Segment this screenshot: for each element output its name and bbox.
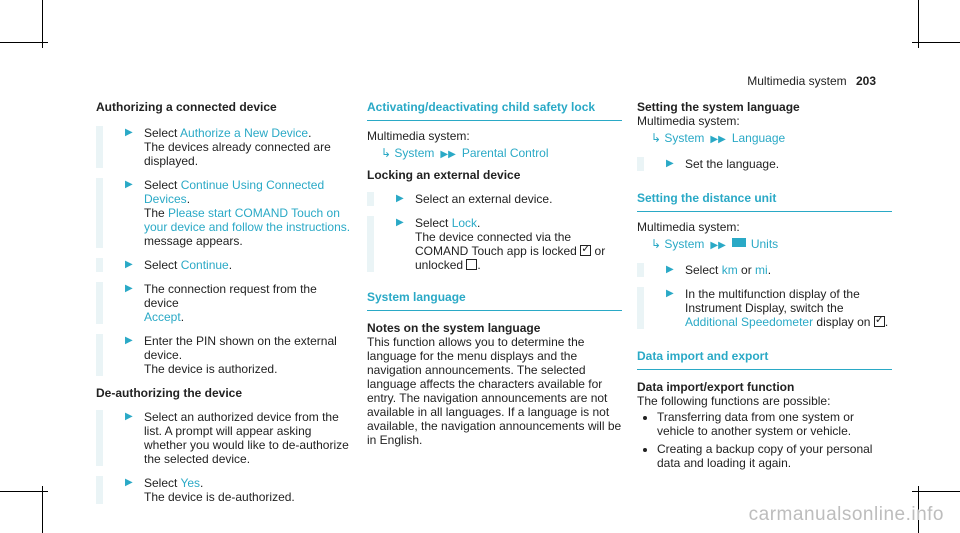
units-icon — [732, 238, 746, 247]
section-title: Authorizing a connected device — [96, 100, 277, 114]
step: ▶ Select Authorize a New Device. The devices already connected are displayed. — [96, 126, 351, 168]
path-separator-icon: ▶▶ — [710, 240, 726, 251]
menu-link: Accept — [144, 310, 181, 324]
column-3 — [637, 100, 892, 474]
bullet-list — [637, 410, 892, 470]
message-text: Please start COMAND Touch on your device and follow the instructions. — [144, 206, 351, 234]
path-arrow-icon: ↳ — [651, 131, 662, 145]
menu-intro: Multimedia system: — [367, 129, 470, 143]
crop-mark — [0, 42, 48, 43]
step: ▶ Select Continue Using Connected Devices. The Please start COMAND Touch on your device and follow the instructions. message appears. — [96, 178, 351, 248]
step-arrow-icon: ▶ — [125, 127, 133, 138]
section-title: System language — [367, 290, 622, 311]
menu-link: Additional Speedometer — [685, 315, 814, 329]
note-text: This function allows you to determine the language for the menu displays and the navigation announcements. The selected language affects the characters available for entry. The navigation announcements are not available in all languages. If a language is not available, the navigation announcements will be in English. — [367, 335, 622, 447]
menu-intro: Multimedia system: — [637, 220, 740, 234]
list-item: • Creating a backup copy of your personal data and loading it again. — [657, 442, 892, 470]
step-arrow-icon: ▶ — [125, 259, 133, 270]
step-arrow-icon: ▶ — [666, 264, 674, 275]
step: ▶ Select Lock. The device connected via the COMAND Touch app is locked ✓ or unlocked . — [367, 216, 622, 272]
path-arrow-icon: ↳ — [651, 237, 662, 251]
step: ▶ The connection request from the device Accept. — [96, 282, 351, 324]
page-number: 203 — [855, 74, 876, 88]
watermark: carmanualsonline.info — [748, 504, 944, 525]
page-header — [747, 74, 876, 88]
step: ▶ Select Continue. — [96, 258, 351, 272]
column-1 — [96, 100, 351, 514]
crop-mark — [912, 491, 960, 492]
step: ▶ Select Yes. The device is de-authorized. — [96, 476, 351, 504]
intro-text: The following functions are possible: — [637, 394, 831, 408]
section-title: Data import and export — [637, 349, 892, 370]
menu-link: Continue — [180, 258, 229, 272]
menu-path: ↳ System ▶▶ Language — [651, 131, 786, 145]
step-arrow-icon: ▶ — [396, 193, 404, 204]
step-arrow-icon: ▶ — [396, 217, 404, 228]
subsection-title: Data import/export function — [637, 380, 795, 394]
menu-link: Continue Using Connected Devices — [144, 178, 325, 206]
path-separator-icon: ▶▶ — [710, 134, 726, 145]
section-title: Setting the distance unit — [637, 191, 892, 212]
checked-box-icon — [580, 245, 591, 256]
menu-link: Yes — [180, 476, 201, 490]
step-arrow-icon: ▶ — [125, 179, 133, 190]
step-arrow-icon: ▶ — [125, 335, 133, 346]
crop-mark — [912, 42, 960, 43]
step: ▶ Select an external device. — [367, 192, 622, 206]
step-arrow-icon: ▶ — [666, 158, 674, 169]
checked-box-icon — [874, 316, 885, 327]
unchecked-box-icon — [466, 259, 477, 270]
section-title: De-authorizing the device — [96, 386, 243, 400]
step: ▶ In the multifunction display of the Instrument Display, switch the Additional Speedometer display on ✓ . — [637, 287, 892, 329]
section-title: Setting the system language — [637, 100, 800, 114]
subsection-title: Locking an external device — [367, 168, 521, 182]
column-2 — [367, 100, 622, 447]
menu-link: Authorize a New Device — [180, 126, 309, 140]
path-arrow-icon: ↳ — [381, 146, 392, 160]
menu-link: Lock — [451, 216, 478, 230]
step: ▶ Select an authorized device from the list. A prompt will appear asking whether you would like to de-authorize the selected device. — [96, 410, 351, 466]
step: ▶ Select km or mi. — [637, 263, 892, 277]
step-arrow-icon: ▶ — [666, 288, 674, 299]
section-name: Multimedia system — [747, 74, 847, 88]
section-title: Activating/deactivating child safety lock — [367, 100, 622, 121]
list-item: • Transferring data from one system or vehicle to another system or vehicle. — [657, 410, 892, 438]
step-arrow-icon: ▶ — [125, 283, 133, 294]
path-separator-icon: ▶▶ — [440, 149, 456, 160]
crop-mark — [0, 491, 48, 492]
crop-mark — [42, 0, 43, 48]
step-arrow-icon: ▶ — [125, 411, 133, 422]
subsection-title: Notes on the system language — [367, 321, 541, 335]
step: ▶ Set the language. — [637, 157, 892, 171]
menu-path: ↳ System ▶▶ Units — [651, 237, 779, 251]
menu-intro: Multimedia system: — [637, 114, 740, 128]
menu-path: ↳ System ▶▶ Parental Control — [381, 146, 549, 160]
crop-mark — [42, 486, 43, 533]
crop-mark — [918, 0, 919, 48]
step-arrow-icon: ▶ — [125, 477, 133, 488]
step: ▶ Enter the PIN shown on the external device. The device is authorized. — [96, 334, 351, 376]
